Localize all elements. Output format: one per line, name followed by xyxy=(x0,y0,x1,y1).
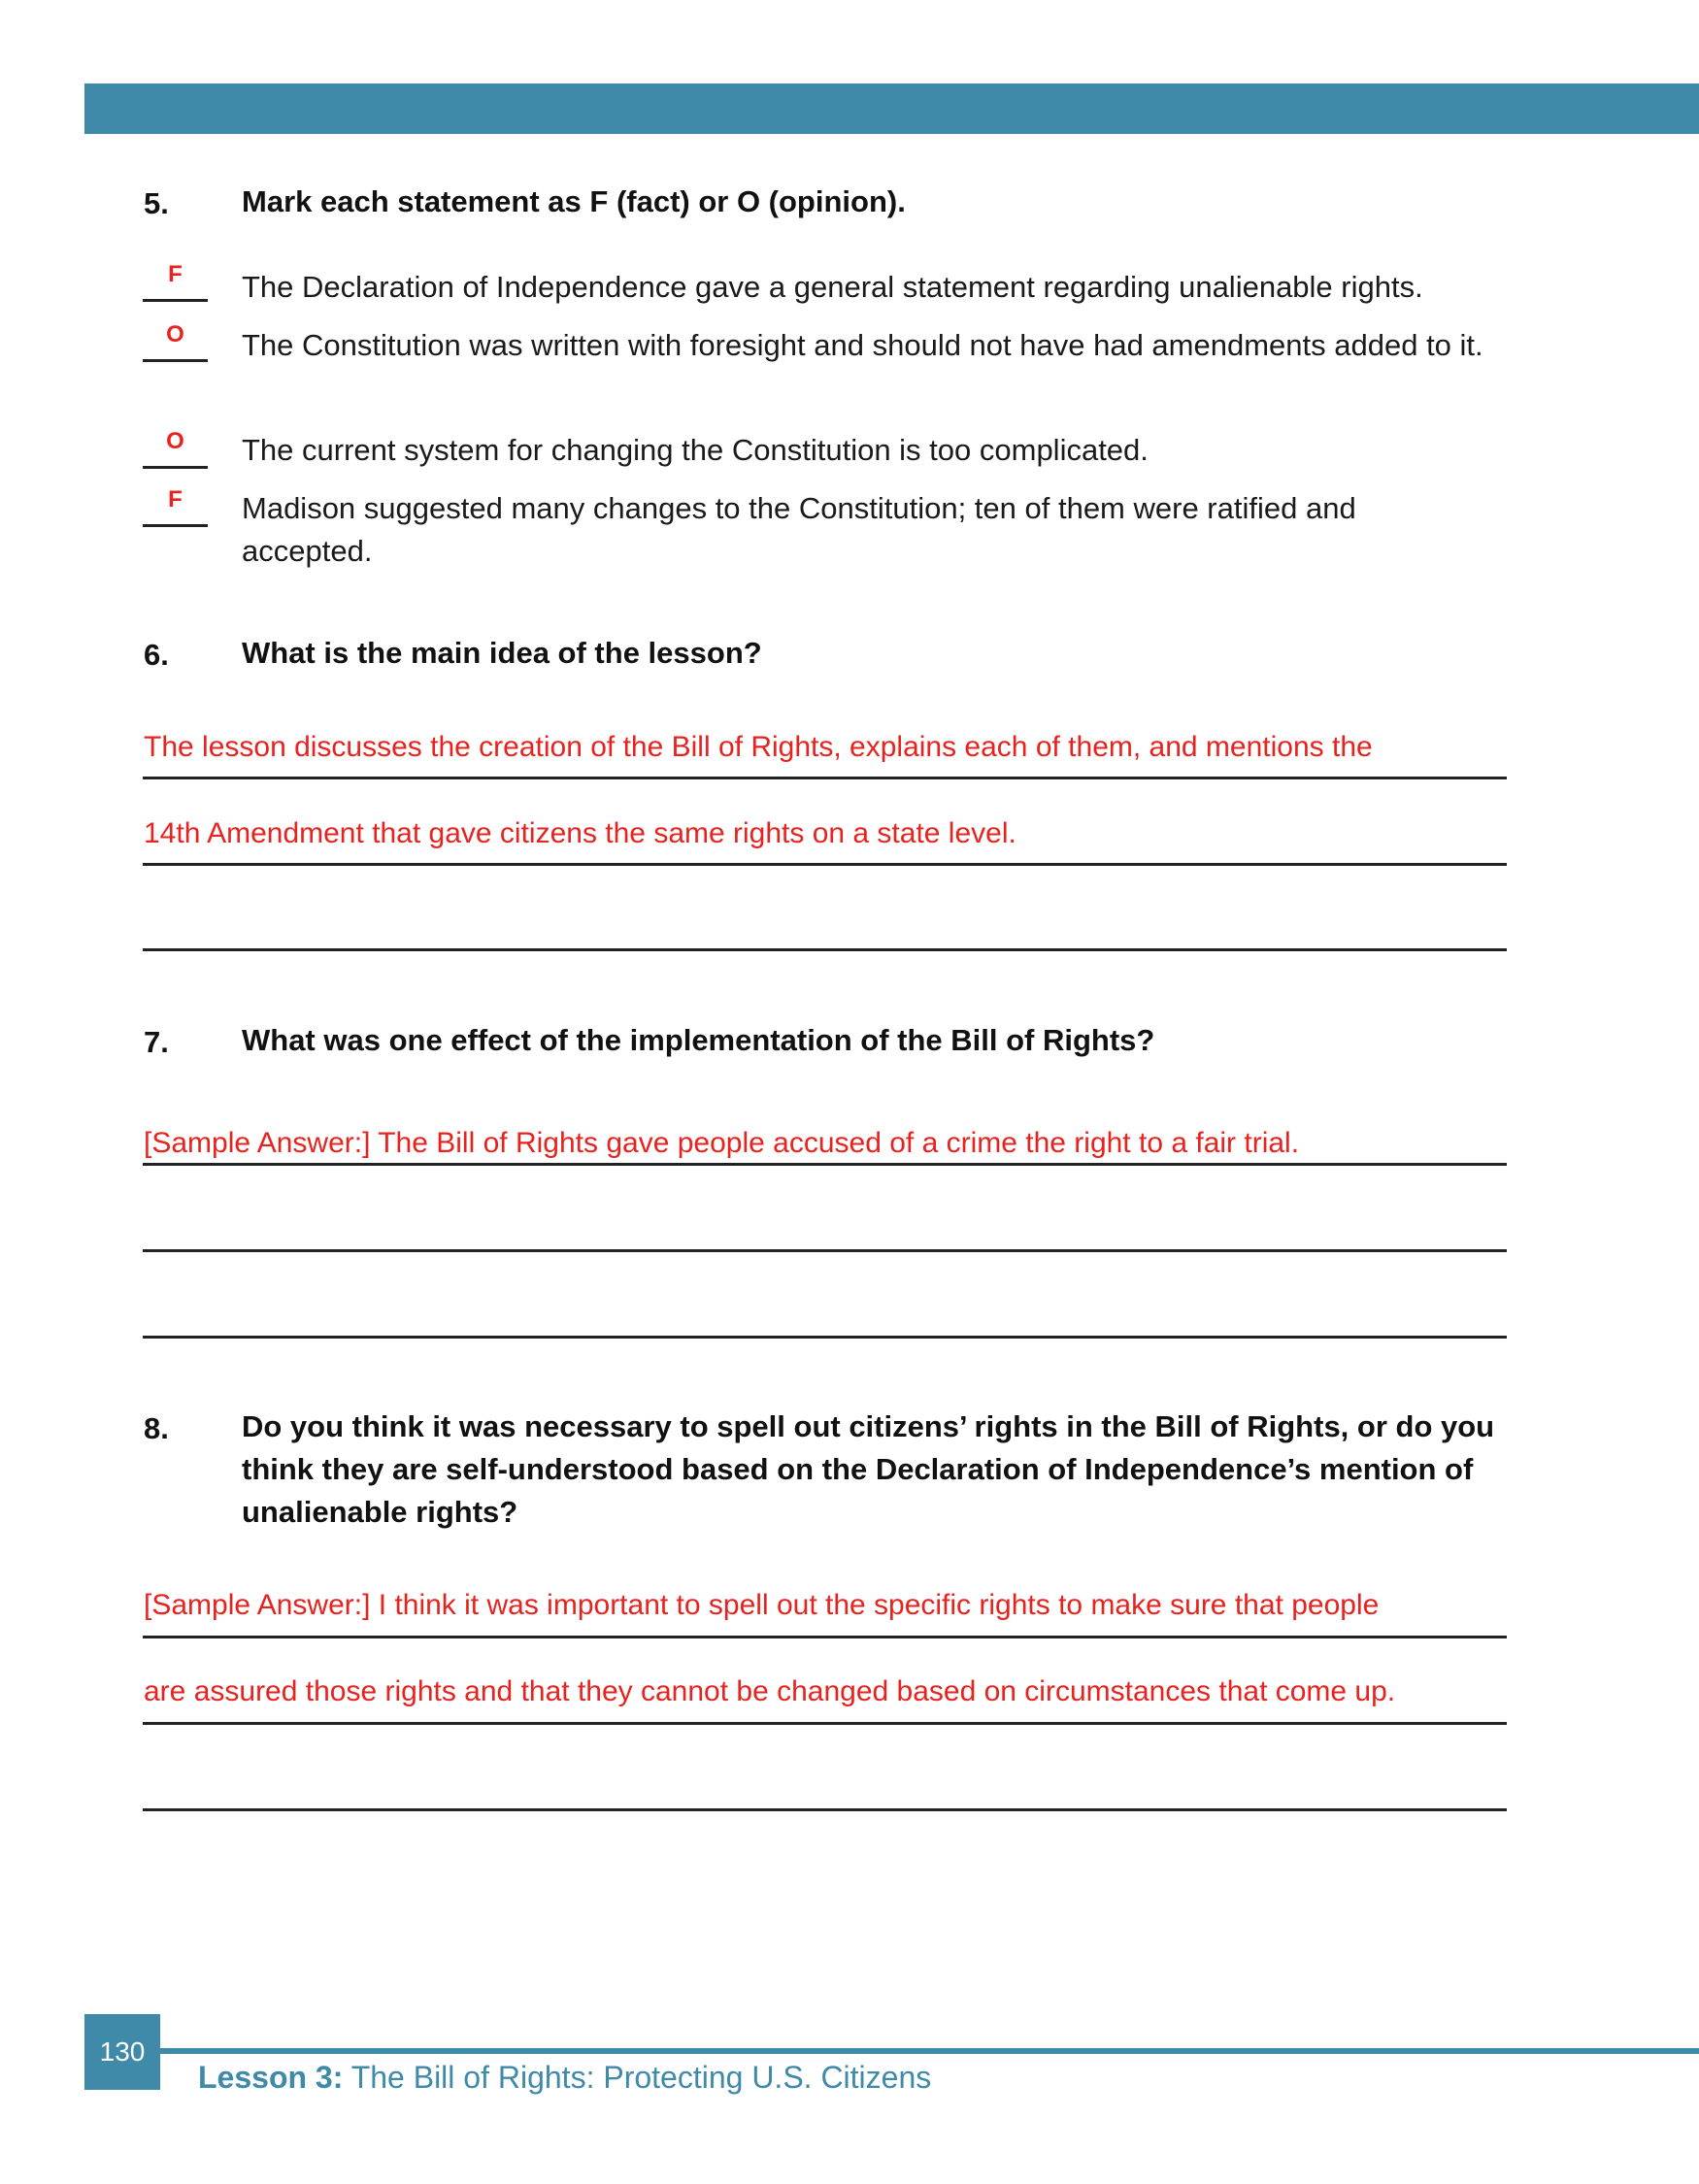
page-number: 130 xyxy=(84,2014,160,2090)
answer-8-text-1: [Sample Answer:] I think it was important to spell out the specific rights to make sure that people xyxy=(144,1589,1380,1621)
statement-3: The current system for changing the Constitution is too complicated. xyxy=(242,433,1149,467)
answer-8-line-1[interactable] xyxy=(143,1636,1507,1638)
answer-blank-3[interactable]: O xyxy=(143,427,208,469)
statement-2: The Constitution was written with foresight and should not have had amendments added to it. xyxy=(242,328,1483,362)
answer-6-line-1[interactable] xyxy=(143,777,1507,779)
answer-8-line-3[interactable] xyxy=(143,1808,1507,1811)
answer-blank-1[interactable]: F xyxy=(143,260,208,302)
question-5-number: 5. xyxy=(144,186,169,220)
answer-6-text-2: 14th Amendment that gave citizens the same rights on a state level. xyxy=(144,817,1016,849)
question-6-prompt: What is the main idea of the lesson? xyxy=(242,636,762,670)
answer-7-line-1[interactable] xyxy=(143,1163,1507,1166)
question-6-number: 6. xyxy=(144,638,169,672)
answer-6-line-3[interactable] xyxy=(143,948,1507,951)
answer-6-text-1: The lesson discusses the creation of the Bill of Rights, explains each of them, and mentions the xyxy=(144,731,1373,763)
question-8-number: 8. xyxy=(144,1411,169,1445)
statement-4: Madison suggested many changes to the Constitution; ten of them were ratified and accepted. xyxy=(242,491,1356,568)
answer-8-text-2: are assured those rights and that they cannot be changed based on circumstances that come up. xyxy=(144,1675,1396,1707)
answer-blank-2[interactable]: O xyxy=(143,320,208,362)
statement-1: The Declaration of Independence gave a general statement regarding unalienable rights. xyxy=(242,270,1423,304)
question-8-prompt: Do you think it was necessary to spell out citizens’ rights in the Bill of Rights, or do you think they are self-understood based on the Declaration of Independence’s mention of unalienable rights? xyxy=(242,1409,1495,1529)
footer-lesson-title: The Bill of Rights: Protecting U.S. Citizens xyxy=(343,2060,932,2095)
question-7-prompt: What was one effect of the implementation of the Bill of Rights? xyxy=(242,1023,1155,1057)
answer-7-line-3[interactable] xyxy=(143,1336,1507,1339)
answer-7-line-2[interactable] xyxy=(143,1249,1507,1252)
answer-6-line-2[interactable] xyxy=(143,863,1507,866)
answer-blank-4[interactable]: F xyxy=(143,485,208,527)
question-7-number: 7. xyxy=(144,1025,169,1059)
answer-8-line-2[interactable] xyxy=(143,1722,1507,1725)
answer-7-text-1: [Sample Answer:] The Bill of Rights gave people accused of a crime the right to a fair trial. xyxy=(144,1127,1300,1159)
footer-title xyxy=(198,2060,931,2096)
question-5-prompt: Mark each statement as F (fact) or O (opinion). xyxy=(242,184,906,218)
header-bar xyxy=(84,83,1699,134)
footer-rule xyxy=(160,2048,1699,2054)
footer-lesson-label: Lesson 3: xyxy=(198,2060,344,2095)
